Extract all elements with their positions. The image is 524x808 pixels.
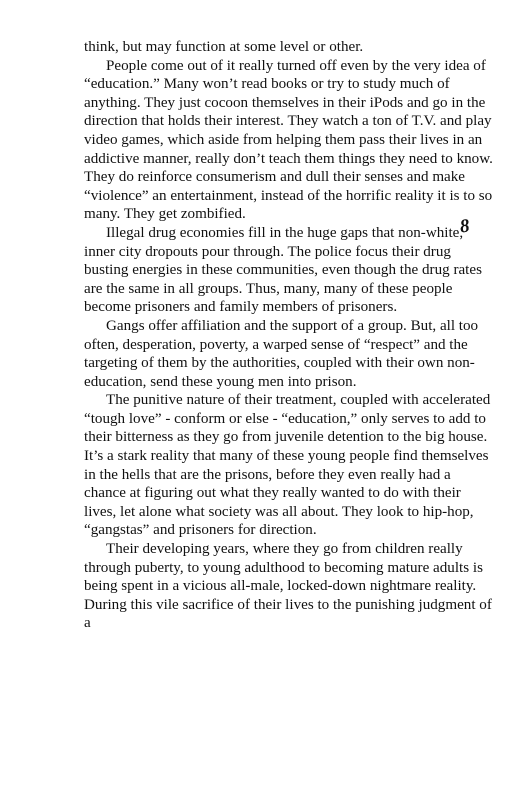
paragraph-continuation: think, but may function at some level or other. xyxy=(84,39,364,55)
paragraph-punitive-treatment: The punitive nature of their treatment, coupled with accelerated “tough love” - conform or else - “education,” only serves to add to their bitterness as they go from juvenile detention to the big house. It’s a stark reality that many of these young people find themselves in the hells that are the prisons, before they even really had a chance at figuring out what they really wanted to do with their lives, let alone what society was all about. They look to hip-hop, “gangstas” and prisoners for direction. xyxy=(84,392,491,539)
paragraph-developing-years: Their developing years, where they go from children really through puberty, to young adulthood to becoming mature adults is being spent in a vicious all-male, locked-down nightmare reality. During this vile sacrifice of their lives to the punishing judgment of a xyxy=(84,541,492,632)
paragraph-gangs: Gangs offer affiliation and the support of a group. But, all too often, desperation, poverty, a warped sense of “respect” and the targeting of them by the authorities, coupled with their own non-education, send these young men into prison. xyxy=(84,317,479,390)
paragraph-drug-economies: Illegal drug economies fill in the huge gaps that non-white, inner city dropouts pour through. The police focus their drug busting energies in these communities, even though the drug rates are the same in all groups. Thus, many, many of these people become prisoners and family members of prisoners. xyxy=(84,224,482,316)
page-text xyxy=(84,38,496,633)
handwritten-margin-mark: 8 xyxy=(458,215,471,238)
paragraph-education: People come out of it really turned off even by the very idea of “education.” Many won’t read books or try to study much of anything. They just cocoon themselves in their iPods and go in the direction that holds their interest. They watch a ton of T.V. and play video games, which aside from helping them pass their lives in an addictive manner, really don’t teach them things they need to know. They do reinforce consumerism and dull their senses and make “violence” an entertainment, instead of the horrific reality it is to so many. They get zombified. xyxy=(84,57,493,223)
